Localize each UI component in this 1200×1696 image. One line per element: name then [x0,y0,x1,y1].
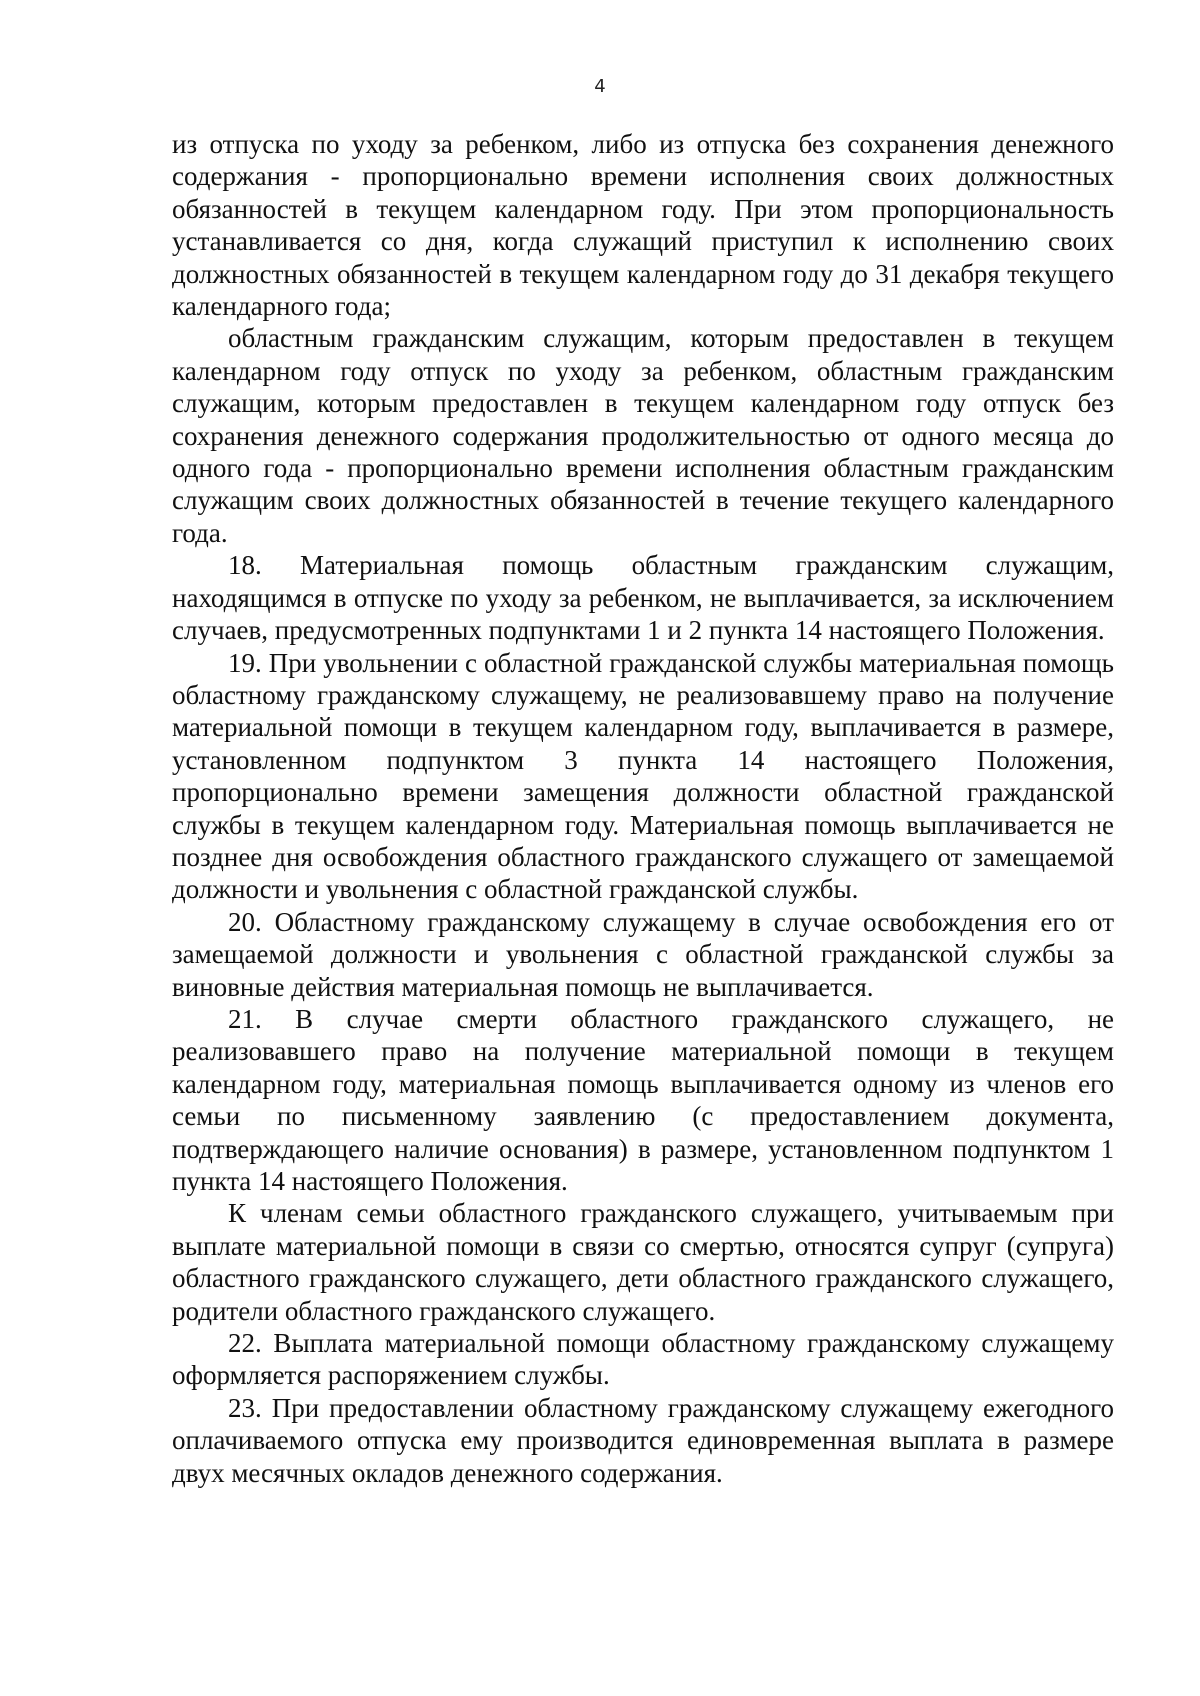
paragraph-clause-18: 18. Материальная помощь областным гражданским служащим, находящимся в отпуске по уходу за ребенком, не выплачивается, за исключением случаев, предусмотренных подпунктами 1 и 2 пункта 14 настоящего Положения. [172,550,1114,646]
paragraph-clause-21: 21. В случае смерти областного гражданского служащего, не реализовавшего право на получение материальной помощи в текущем календарном году, материальная помощь выплачивается одному из членов его семьи по письменному заявлению (с предоставлением документа, подтверждающего наличие основания) в размере, установленном подпунктом 1 пункта 14 настоящего Положения. [172,1003,1114,1196]
paragraph-clause-19: 19. При увольнении с областной гражданской службы материальная помощь областному гражданскому служащему, не реализовавшему право на получение материальной помощи в текущем календарном году, выплачивается в размере, установленном подпунктом 3 пункта 14 настоящего Положения, пропорционально времени замещения должности областной гражданской службы в текущем календарном году. Материальная помощь выплачивается не позднее дня освобождения областного гражданского служащего от замещаемой должности и увольнения с областной гражданской службы. [172,647,1114,905]
paragraph-continuation: из отпуска по уходу за ребенком, либо из отпуска без сохранения денежного содержания - пропорционально времени исполнения своих должностных обязанностей в текущем календарном году. При этом пропорциональность устанавливается со дня, когда служащий приступил к исполнению своих должностных обязанностей в текущем календарном году до 31 декабря текущего календарного года; [172,129,1114,322]
document-body [172,128,1114,1489]
page-number: 4 [594,76,606,97]
paragraph-family-members: К членам семьи областного гражданского служащего, учитываемым при выплате материальной помощи в связи со смертью, относятся супруг (супруга) областного гражданского служащего, дети областного гражданского служащего, родители областного гражданского служащего. [172,1198,1114,1326]
paragraph-clause-23: 23. При предоставлении областному гражданскому служащему ежегодного оплачиваемого отпуска ему производится единовременная выплата в размере двух месячных окладов денежного содержания. [172,1392,1114,1488]
paragraph-clause-20: 20. Областному гражданскому служащему в случае освобождения его от замещаемой должности и увольнения с областной гражданской службы за виновные действия материальная помощь не выплачивается. [172,906,1114,1002]
paragraph-clause-22: 22. Выплата материальной помощи областному гражданскому служащему оформляется распоряжением службы. [172,1328,1114,1391]
paragraph-part-time-staff: областным гражданским служащим, которым предоставлен в текущем календарном году отпуск по уходу за ребенком, областным гражданским служащим, которым предоставлен в текущем календарном году отпуск без сохранения денежного содержания продолжительностью от одного месяца до одного года - пропорционально времени исполнения областным гражданским служащим своих должностных обязанностей в течение текущего календарного года. [172,323,1114,548]
